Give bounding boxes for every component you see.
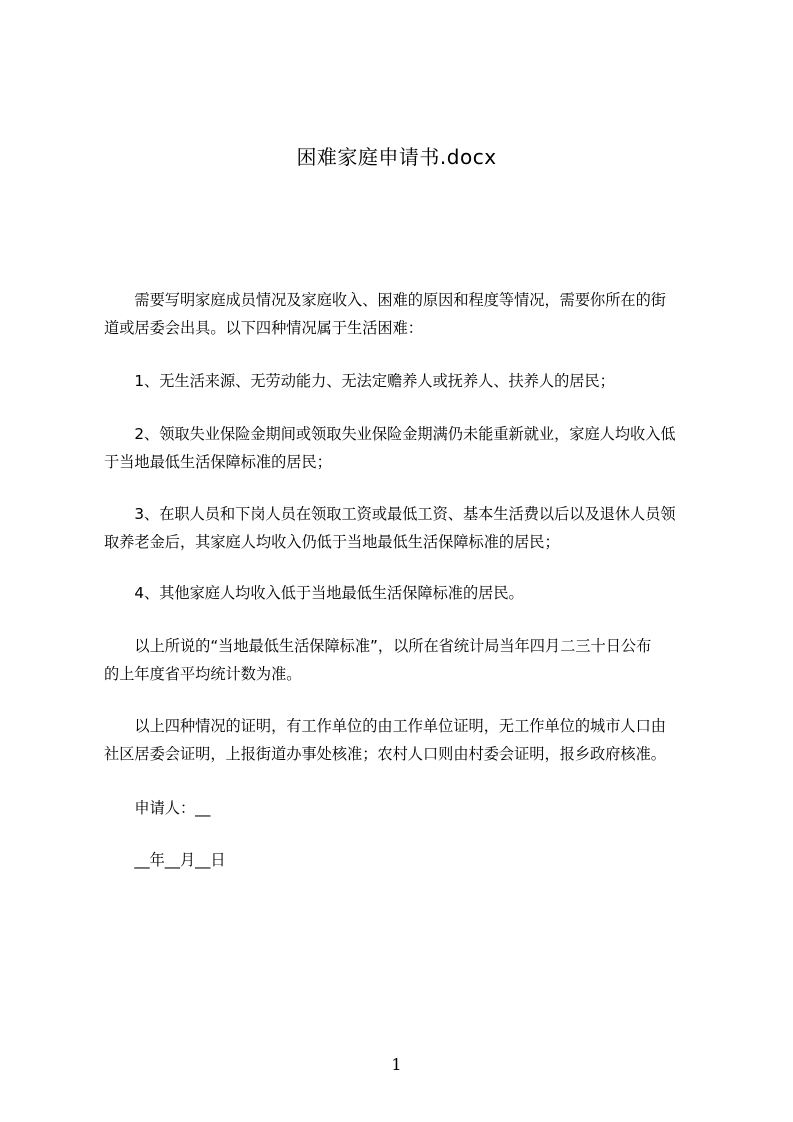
paragraph-item-3 (104, 500, 714, 556)
paragraph-item-4 (104, 579, 714, 607)
paragraph-item-2 (104, 420, 714, 476)
applicant-line (104, 794, 714, 822)
paragraph-line: 以上四种情况的证明，有工作单位的由工作单位证明，无工作单位的城市人口由 (104, 717, 666, 735)
document-title: 困难家庭申请书.docx (296, 145, 497, 169)
paragraph-line: 于当地最低生活保障标准的居民； (104, 453, 332, 471)
page-number: 1 (391, 1055, 402, 1074)
paragraph-line: 2、领取失业保险金期间或领取失业保险金期满仍未能重新就业，家庭人均收入低 (104, 425, 676, 443)
paragraph-line: 以上所说的“当地最低生活保障标准”，以所在省统计局当年四月二三十日公布 (104, 637, 652, 655)
paragraph-standard-note (104, 632, 714, 688)
paragraph-intro (104, 286, 714, 342)
paragraph-line: 社区居委会证明，上报街道办事处核准；农村人口则由村委会证明，报乡政府核准。 (104, 745, 666, 763)
date-line (104, 846, 714, 874)
paragraph-line: 取养老金后，其家庭人均收入仍低于当地最低生活保障标准的居民； (104, 533, 560, 551)
paragraph-certification (104, 712, 714, 768)
paragraph-line: 需要写明家庭成员情况及家庭收入、困难的原因和程度等情况，需要你所在的街 (104, 291, 666, 309)
paragraph-line: 申请人：__ (104, 799, 211, 817)
paragraph-line: 4、其他家庭人均收入低于当地最低生活保障标准的居民。 (104, 584, 524, 602)
paragraph-line: 3、在职人员和下岗人员在领取工资或最低工资、基本生活费以后以及退休人员领 (104, 505, 676, 523)
paragraph-item-1 (104, 367, 714, 395)
paragraph-line: 的上年度省平均统计数为准。 (104, 665, 302, 683)
paragraph-line: 1、无生活来源、无劳动能力、无法定赡养人或抚养人、扶养人的居民； (104, 372, 615, 390)
paragraph-line: 道或居委会出具。以下四种情况属于生活困难： (104, 319, 423, 337)
paragraph-line: __年__月__日 (104, 851, 226, 869)
